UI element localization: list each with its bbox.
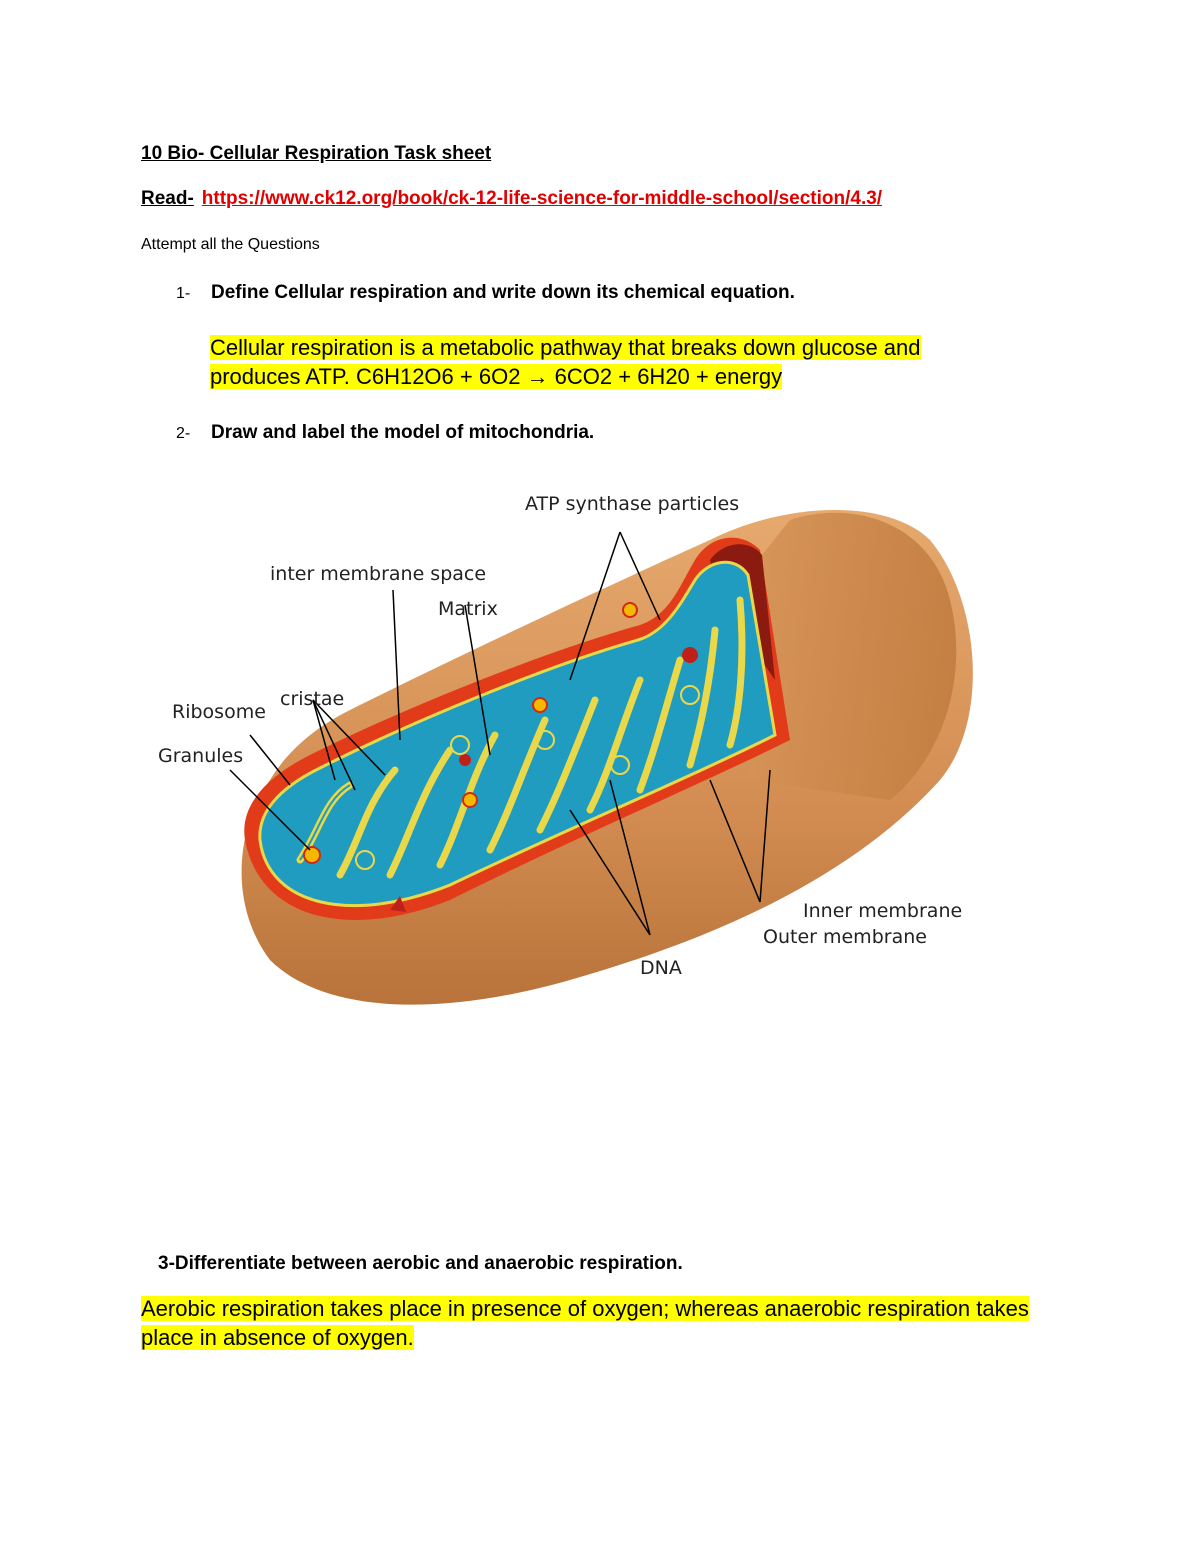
label-matrix: Matrix xyxy=(438,598,498,620)
question-2-text: Draw and label the model of mitochondria. xyxy=(211,422,595,443)
label-outer-membrane: Outer membrane xyxy=(763,926,927,948)
question-3-text: 3-Differentiate between aerobic and anaerobic respiration. xyxy=(158,1253,683,1274)
answer-1 xyxy=(210,333,990,391)
read-label: Read- xyxy=(141,188,194,209)
read-row xyxy=(141,188,882,210)
mitochondria-diagram xyxy=(150,480,980,1040)
label-ribosome: Ribosome xyxy=(172,701,266,723)
question-2-number: 2- xyxy=(176,425,191,442)
reading-link[interactable]: https://www.ck12.org/book/ck-12-life-science-for-middle-school/section/4.3/ xyxy=(201,188,883,209)
page-title: 10 Bio- Cellular Respiration Task sheet xyxy=(141,143,492,164)
label-cristae: cristae xyxy=(280,688,345,710)
label-dna: DNA xyxy=(640,957,682,979)
answer-1-text: Cellular respiration is a metabolic pathway that breaks down glucose and produces ATP. C6H12O6 + 6O2 → 6CO2 + 6H20 + energy xyxy=(210,335,921,389)
question-1-number: 1- xyxy=(176,285,191,302)
question-1-text: Define Cellular respiration and write down its chemical equation. xyxy=(211,282,795,303)
answer-3-text: Aerobic respiration takes place in presence of oxygen; whereas anaerobic respiration takes place in absence of oxygen. xyxy=(141,1296,1029,1350)
label-granules: Granules xyxy=(158,745,244,767)
instructions: Attempt all the Questions xyxy=(141,236,320,253)
label-inner-membrane: Inner membrane xyxy=(803,900,963,922)
label-atp-synthase: ATP synthase particles xyxy=(525,493,740,515)
answer-3 xyxy=(141,1294,1041,1352)
label-inter-membrane-space: inter membrane space xyxy=(270,563,487,585)
